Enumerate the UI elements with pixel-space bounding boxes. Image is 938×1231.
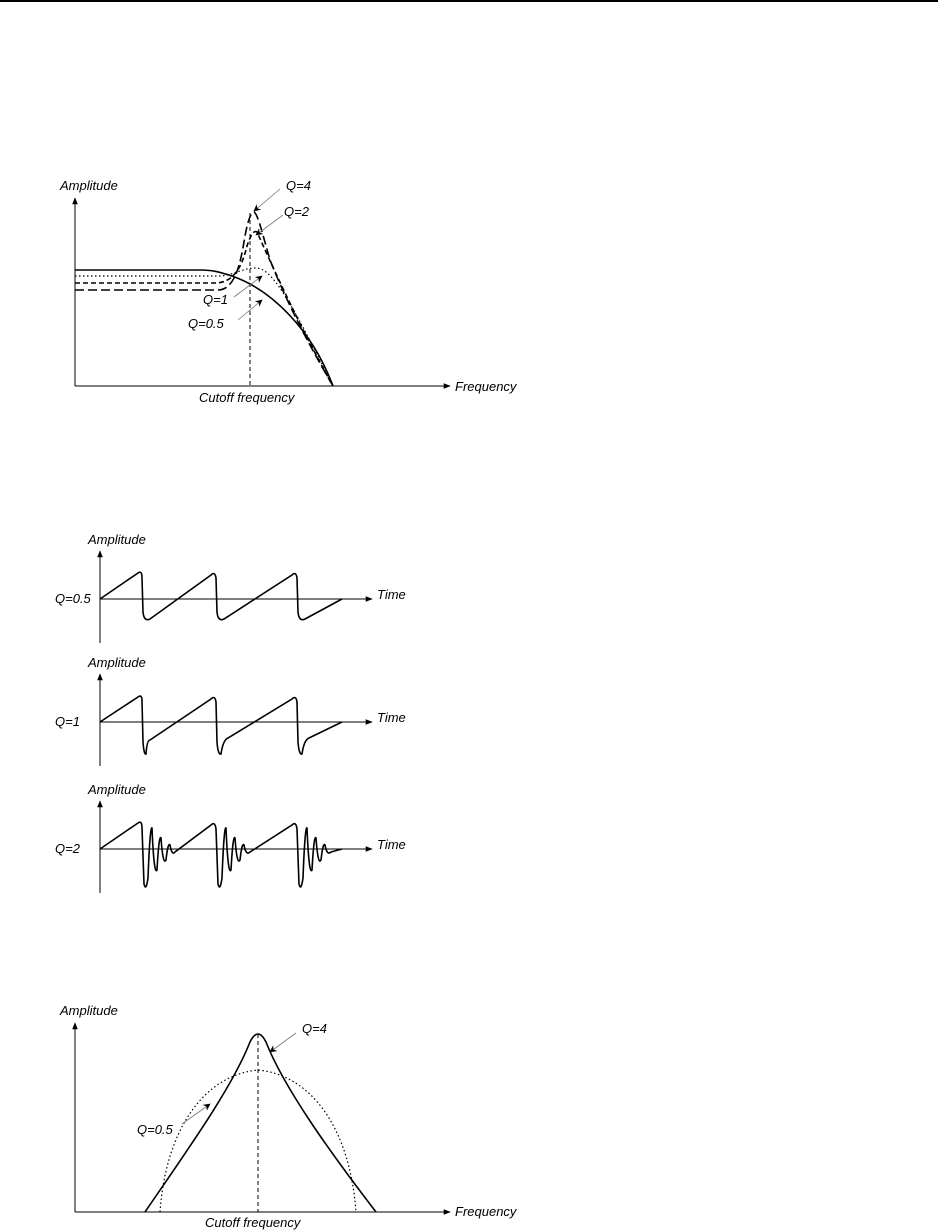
fig3-label-q4: Q=4 (302, 1021, 327, 1036)
fig3-pointer-q4 (270, 1033, 296, 1052)
fig3-curve-q4 (145, 1034, 376, 1212)
figure2-panel-q0-5 (55, 532, 406, 643)
fig3-y-axis-label: Amplitude (60, 1003, 118, 1018)
fig2c-x-axis-label: Time (377, 837, 406, 852)
fig1-y-axis-label: Amplitude (60, 178, 118, 193)
figure2-panel-q2 (55, 782, 406, 893)
figure1-frequency-response (59, 178, 518, 405)
fig1-x-axis-label: Frequency (455, 379, 517, 394)
fig3-x-axis-label: Frequency (455, 1204, 517, 1219)
fig1-label-q4: Q=4 (286, 178, 311, 193)
fig3-cutoff-label: Cutoff frequency (205, 1215, 301, 1230)
fig1-label-q1: Q=1 (203, 292, 228, 307)
fig3-label-q0-5: Q=0.5 (137, 1122, 173, 1137)
fig2b-y-axis-label: Amplitude (88, 655, 146, 670)
fig2a-y-axis-label: Amplitude (88, 532, 146, 547)
fig2c-waveform (100, 822, 342, 887)
fig1-label-q2: Q=2 (284, 204, 309, 219)
fig1-curve-q2 (75, 232, 333, 386)
fig1-pointer-q4 (254, 189, 280, 211)
fig2b-q-label: Q=1 (55, 714, 80, 729)
fig2b-waveform (100, 696, 342, 754)
fig2b-x-axis-label: Time (377, 710, 406, 725)
fig1-pointer-q0-5 (238, 300, 262, 320)
fig2c-q-label: Q=2 (55, 841, 80, 856)
fig1-cutoff-label: Cutoff frequency (199, 390, 295, 405)
fig2a-waveform (100, 572, 342, 620)
fig2a-q-label: Q=0.5 (55, 591, 91, 606)
fig2c-y-axis-label: Amplitude (88, 782, 146, 797)
figure3-bandpass-response (59, 1003, 518, 1230)
fig2a-x-axis-label: Time (377, 587, 406, 602)
figure2-panel-q1 (55, 655, 406, 766)
fig1-label-q0-5: Q=0.5 (188, 316, 224, 331)
